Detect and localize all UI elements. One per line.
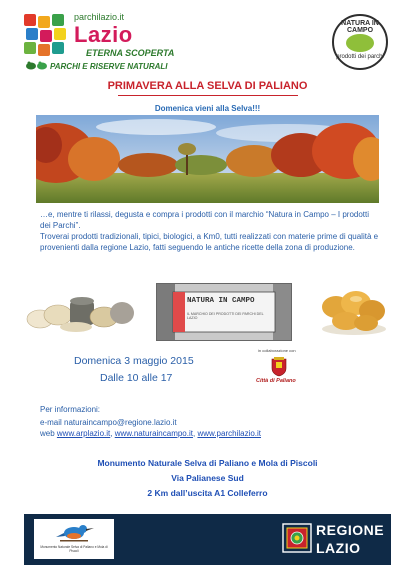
- logo-subtitle: PARCHI E RISERVE NATURALI: [50, 62, 168, 71]
- natura-logo-top-text: NATURA IN CAMPO: [341, 20, 379, 34]
- info-web: [40, 428, 261, 439]
- regione-name: REGIONE: [316, 522, 385, 538]
- address-directions: 2 Km dall’uscita A1 Colleferro: [147, 488, 268, 498]
- natura-in-campo-banner-photo: [156, 283, 292, 341]
- intro-paragraph: …e, mentre ti rilassi, degusta e compra i prodotti con il marchio “Natura in Campo – I prodotti dei Parchi”.: [40, 210, 370, 230]
- logo-tagline: ETERNA SCOPERTA: [86, 48, 175, 58]
- address-street: Via Palianese Sud: [171, 473, 244, 483]
- address-venue: Monumento Naturale Selva di Paliano e Mola di Piscoli: [97, 458, 318, 468]
- cheese-photo: [26, 289, 134, 333]
- frog-icon: [26, 60, 48, 70]
- pastry-photo: [318, 285, 388, 337]
- event-hours: Dalle 10 alle 17: [100, 372, 173, 384]
- mosaic-tiles-icon: [24, 14, 68, 58]
- page-title: PRIMAVERA ALLA SELVA DI PALIANO: [107, 80, 308, 92]
- web-prefix: web: [40, 429, 57, 438]
- link-naturaincampo[interactable]: www.naturaincampo.it: [114, 429, 193, 438]
- banner-title: NATURA IN CAMPO: [187, 297, 255, 305]
- banner-subtitle: IL MARCHIO DEI PRODOTTI DEI PARCHI DEL LAZIO: [187, 312, 264, 320]
- link-separator: ,: [110, 429, 115, 438]
- collaboration-town: Città di Paliano: [256, 378, 296, 384]
- collaboration-label: in collaborazione con: [258, 348, 296, 353]
- footer-bar: [24, 514, 391, 565]
- link-parchilazio[interactable]: www.parchilazio.it: [197, 429, 262, 438]
- logo-url: parchilazio.it: [74, 12, 125, 22]
- field-icon: [346, 34, 374, 52]
- natura-logo-bottom-text: prodotti dei parchi: [336, 54, 384, 60]
- event-date: Domenica 3 maggio 2015: [74, 355, 194, 367]
- products-paragraph: Troverai prodotti tradizionali, tipici, biologici, a Km0, tutti realizzati con materie prime di qualità e provenienti dalla regione Lazio, fatti seguendo le antiche ricette della zona di produzione.: [40, 232, 379, 252]
- link-arplazio[interactable]: www.arplazio.it: [56, 429, 111, 438]
- info-label: Per informazioni:: [40, 405, 101, 414]
- natura-in-campo-logo: [332, 14, 388, 70]
- link-separator: ,: [192, 429, 198, 438]
- title-underline: [118, 95, 298, 96]
- page-subtitle: Domenica vieni alla Selva!!!: [154, 104, 261, 113]
- info-email[interactable]: e-mail naturaincampo@regione.lazio.it: [40, 418, 177, 427]
- kingfisher-icon: [52, 521, 96, 543]
- regione-region: LAZIO: [316, 540, 361, 556]
- monumento-logo: [34, 519, 114, 559]
- paliano-crest-icon: [270, 357, 288, 377]
- regione-lazio-emblem-icon: [282, 523, 312, 553]
- selva-landscape-photo: [36, 115, 379, 203]
- monumento-caption: Monumento Naturale Selva di Paliano e Mola di Piscoli: [40, 545, 108, 553]
- parchi-lazio-logo: [24, 6, 184, 76]
- logo-word: Lazio: [74, 22, 133, 47]
